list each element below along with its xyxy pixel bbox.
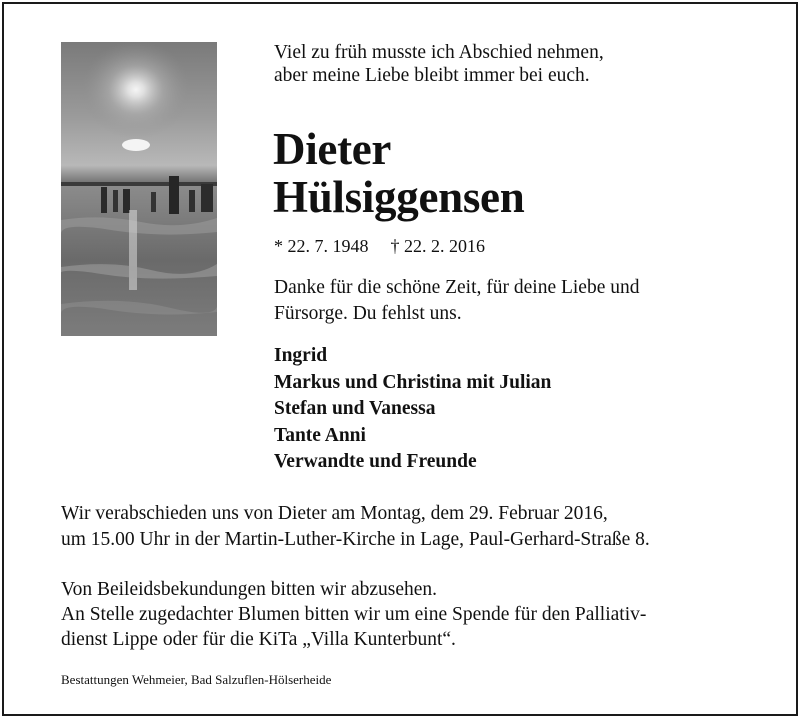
sunset-photo	[61, 42, 217, 336]
donation-notice	[61, 577, 646, 652]
mourner-item: Verwandte und Freunde	[274, 451, 477, 472]
notice-line-2: An Stelle zugedachter Blumen bitten wir um eine Spende für den Palliativ-	[61, 604, 647, 625]
death-date: † 22. 2. 2016	[390, 236, 485, 256]
notice-line-1: Von Beileidsbekundungen bitten wir abzusehen.	[61, 579, 438, 600]
memorial-quote	[274, 41, 604, 87]
mourner-item: Tante Anni	[274, 424, 366, 446]
birth-date: * 22. 7. 1948	[274, 236, 369, 256]
last-name: Hülsiggensen	[273, 172, 525, 222]
mourner-item: Stefan und Vanessa	[274, 398, 436, 419]
mourner-item: Ingrid	[274, 345, 328, 366]
quote-line-1: Viel zu früh musste ich Abschied nehmen,	[274, 42, 604, 63]
thanks-line-1: Danke für die schöne Zeit, für deine Liebe und	[274, 277, 640, 298]
deceased-name	[273, 125, 524, 221]
service-line-1: Wir verabschieden uns von Dieter am Montag, dem 29. Februar 2016,	[61, 503, 608, 524]
notice-line-3: dienst Lippe oder für die KiTa „Villa Kunterbunt“.	[61, 629, 456, 650]
funeral-service-info	[61, 501, 650, 553]
life-dates	[274, 235, 485, 257]
service-line-2: um 15.00 Uhr in der Martin-Luther-Kirche in Lage, Paul-Gerhard-Straße 8.	[61, 529, 650, 550]
undertaker-credit: Bestattungen Wehmeier, Bad Salzuflen-Hölserheide	[61, 672, 332, 687]
quote-line-2: aber meine Liebe bleibt immer bei euch.	[274, 65, 590, 86]
mourners-list	[274, 343, 551, 476]
thanks-line-2: Fürsorge. Du fehlst uns.	[274, 303, 462, 324]
first-name: Dieter	[273, 124, 392, 174]
thanks-text	[274, 275, 639, 327]
obituary-notice	[2, 2, 798, 716]
mourner-item: Markus und Christina mit Julian	[274, 371, 552, 393]
